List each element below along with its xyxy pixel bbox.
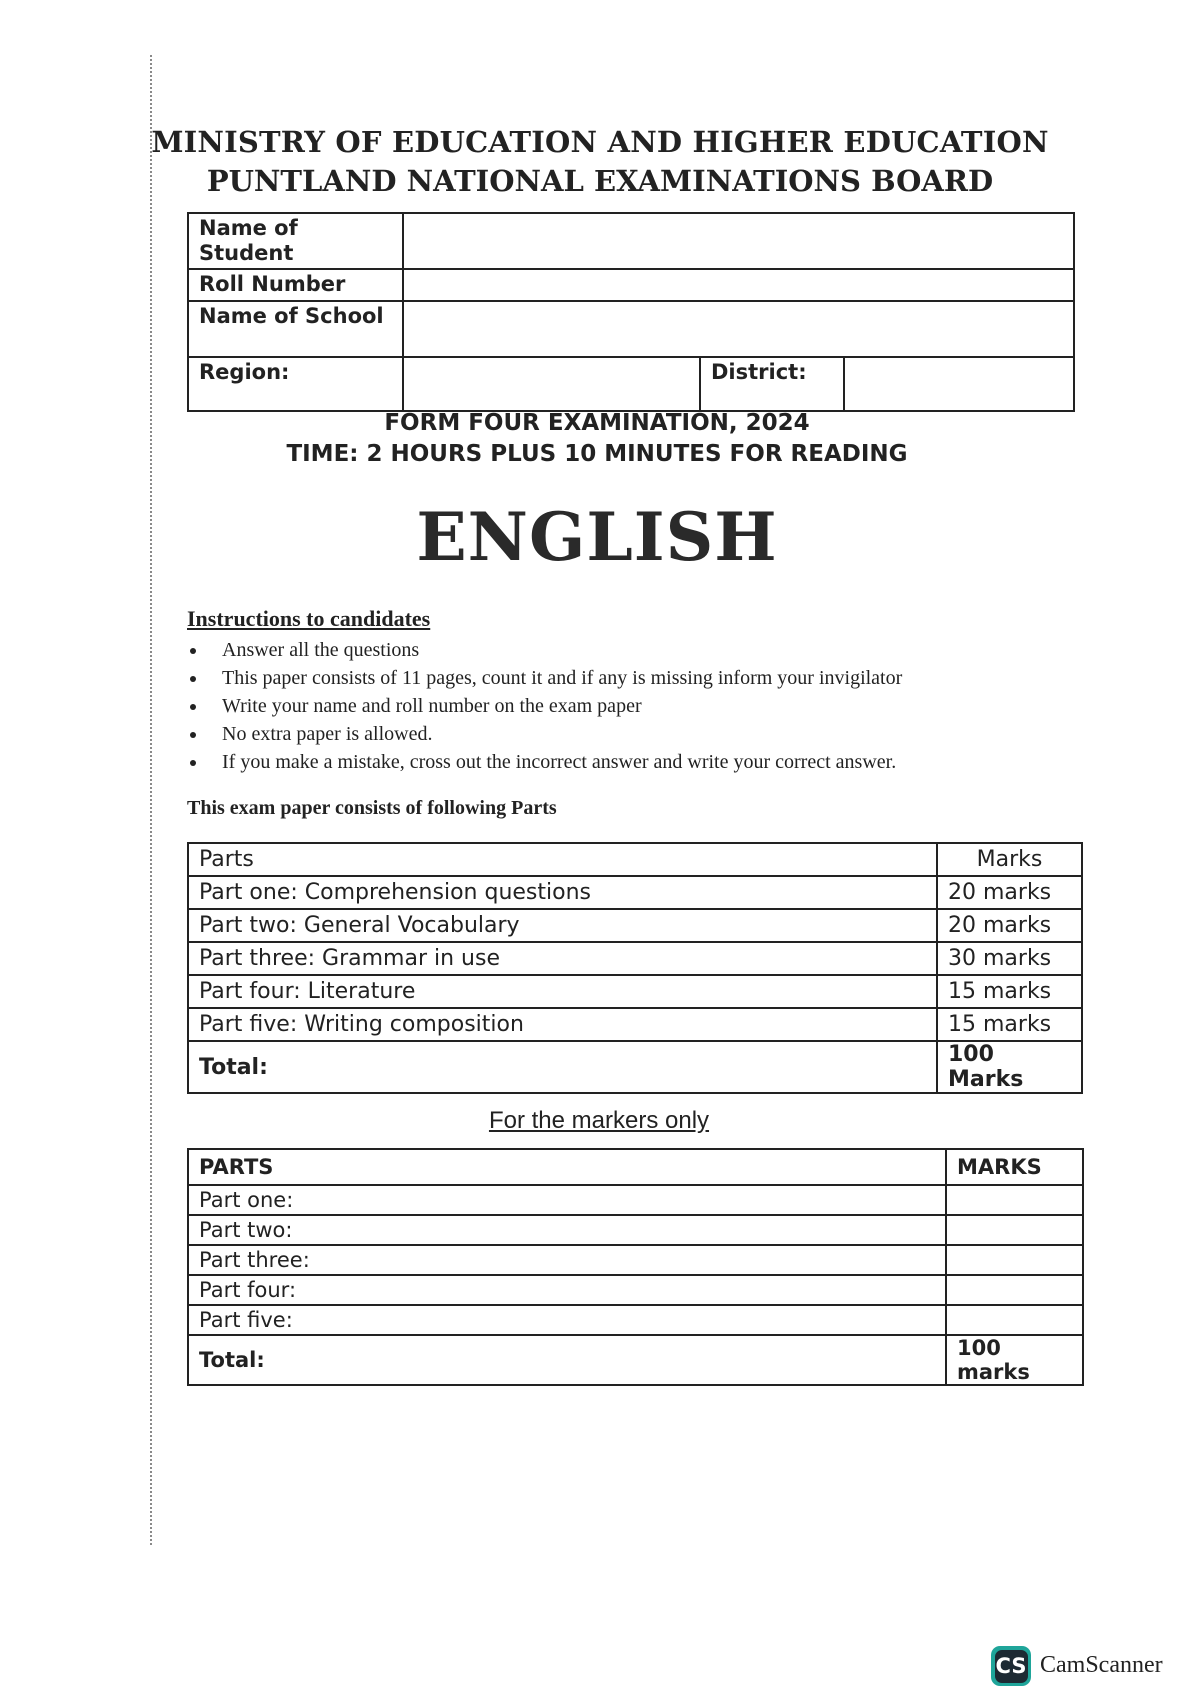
part-name: Part four: Literature [188, 975, 937, 1008]
instructions-title: Instructions to candidates [187, 606, 431, 631]
camscanner-logo-icon: CS [991, 1646, 1031, 1686]
part-marks: 15 marks [937, 975, 1082, 1008]
total-marks: 100 Marks [937, 1041, 1082, 1093]
part-marks: 15 marks [937, 1008, 1082, 1041]
marker-marks-field[interactable] [946, 1215, 1083, 1245]
part-marks: 20 marks [937, 876, 1082, 909]
district-label: District: [700, 357, 844, 411]
subject-title: ENGLISH [416, 498, 778, 576]
parts-table [187, 842, 1083, 1094]
part-marks: 20 marks [937, 909, 1082, 942]
part-name: Part five: Writing composition [188, 1008, 937, 1041]
marker-marks-field[interactable] [946, 1305, 1083, 1335]
part-marks: 30 marks [937, 942, 1082, 975]
instruction-item: If you make a mistake, cross out the incorrect answer and write your correct answer. [187, 748, 902, 776]
marker-part-label: Part one: [188, 1185, 946, 1215]
total-label: Total: [188, 1041, 937, 1093]
roll-number-field[interactable] [403, 269, 1074, 301]
camscanner-watermark: CamScanner [1040, 1652, 1163, 1678]
part-name: Part one: Comprehension questions [188, 876, 937, 909]
marker-marks-field[interactable] [946, 1245, 1083, 1275]
marker-marks-field[interactable] [946, 1185, 1083, 1215]
ministry-heading: MINISTRY OF EDUCATION AND HIGHER EDUCATION [151, 125, 1049, 159]
region-label: Region: [188, 357, 403, 411]
instruction-item: Write your name and roll number on the exam paper [187, 692, 902, 720]
marker-total-label: Total: [188, 1335, 946, 1385]
name-of-school-label: Name of School [188, 301, 403, 357]
instruction-item: This paper consists of 11 pages, count it and if any is missing inform your invigilator [187, 664, 902, 692]
name-of-student-label: Name of Student [188, 213, 403, 269]
exam-title: FORM FOUR EXAMINATION, 2024 [384, 410, 810, 436]
district-field[interactable] [844, 357, 1074, 411]
student-info-table [187, 212, 1075, 412]
marker-total-marks: 100 marks [946, 1335, 1083, 1385]
name-of-student-field[interactable] [403, 213, 1074, 269]
marker-part-label: Part four: [188, 1275, 946, 1305]
name-of-school-field[interactable] [403, 301, 1074, 357]
part-name: Part three: Grammar in use [188, 942, 937, 975]
dotted-margin-line [150, 55, 152, 1545]
instructions-list [187, 636, 902, 776]
marker-part-label: Part two: [188, 1215, 946, 1245]
marker-marks-field[interactable] [946, 1275, 1083, 1305]
marks-header-label: Marks [937, 843, 1082, 876]
roll-number-label: Roll Number [188, 269, 403, 301]
exam-time: TIME: 2 HOURS PLUS 10 MINUTES FOR READING [286, 441, 908, 467]
markers-only-title: For the markers only [488, 1107, 710, 1134]
board-heading: PUNTLAND NATIONAL EXAMINATIONS BOARD [206, 164, 994, 198]
markers-marks-header: MARKS [946, 1149, 1083, 1185]
parts-intro: This exam paper consists of following Parts [187, 797, 557, 819]
region-field[interactable] [403, 357, 700, 411]
instruction-item: No extra paper is allowed. [187, 720, 902, 748]
parts-header-label: Parts [188, 843, 937, 876]
markers-table [187, 1148, 1084, 1386]
part-name: Part two: General Vocabulary [188, 909, 937, 942]
instruction-item: Answer all the questions [187, 636, 902, 664]
marker-part-label: Part five: [188, 1305, 946, 1335]
markers-parts-header: PARTS [188, 1149, 946, 1185]
marker-part-label: Part three: [188, 1245, 946, 1275]
